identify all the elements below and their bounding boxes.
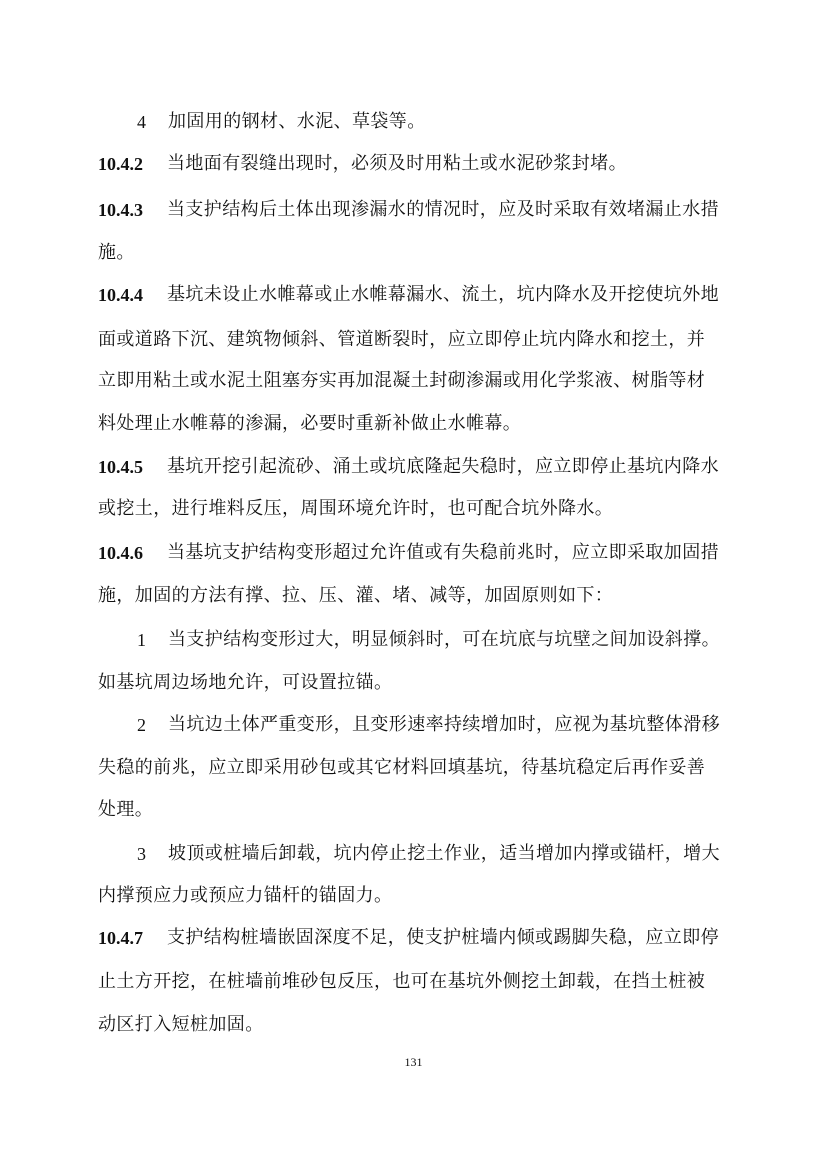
line-text: 施，加固的方法有撑、拉、压、灌、堵、减等，加固原则如下： [98,585,614,606]
line-text: 动区打入短桩加固。 [98,1014,264,1035]
text-line [0,1005,827,1045]
text-line [0,876,827,916]
text-line [0,361,827,401]
line-text: 当坑边土体严重变形，且变形速率持续增加时，应视为基坑整体滑移 [168,714,720,735]
section-number: 10.4.5 [98,457,143,477]
line-text: 当基坑支护结构变形超过允许值或有失稳前兆时，应立即采取加固措 [167,542,719,563]
text-line [0,447,827,487]
line-text: 当支护结构后土体出现渗漏水的情况时，应及时采取有效堵漏止水措 [167,199,719,220]
line-text: 如基坑周边场地允许，可设置拉锚。 [98,672,393,693]
text-line [0,663,827,703]
line-text: 止土方开挖，在桩墙前堆砂包反压，也可在基坑外侧挖土卸载，在挡土桩被 [98,971,706,992]
text-line [0,320,827,360]
section-number: 10.4.7 [98,928,143,948]
item-number: 2 [137,715,146,735]
item-number: 3 [137,844,146,864]
section-number: 10.4.4 [98,285,143,305]
text-line [0,190,827,230]
text-line [0,918,827,958]
line-text: 施。 [98,242,135,263]
line-text: 失稳的前兆，应立即采用砂包或其它材料回填基坑，待基坑稳定后再作妥善 [98,757,706,778]
text-line [0,748,827,788]
line-text: 面或道路下沉、建筑物倾斜、管道断裂时，应立即停止坑内降水和挖土，并 [98,329,706,350]
text-line [0,404,827,444]
line-text: 支护结构桩墙嵌固深度不足，使支护桩墙内倾或踢脚失稳，应立即停 [167,927,719,948]
text-line [0,144,827,184]
section-number: 10.4.6 [98,543,143,563]
text-line [0,576,827,616]
text-line [0,790,827,830]
line-text: 基坑未设止水帷幕或止水帷幕漏水、流土，坑内降水及开挖使坑外地 [167,284,719,305]
line-text: 坡顶或桩墙后卸载，坑内停止挖土作业，适当增加内撑或锚杆，增大 [168,843,720,864]
item-number: 4 [137,112,146,132]
line-text: 当支护结构变形过大，明显倾斜时，可在坑底与坑壁之间加设斜撑。 [168,629,720,650]
line-text: 立即用粘土或水泥土阻塞夯实再加混凝土封砌渗漏或用化学浆液、树脂等材 [98,370,706,391]
section-number: 10.4.2 [98,154,143,174]
line-text: 当地面有裂缝出现时，必须及时用粘土或水泥砂浆封堵。 [167,153,627,174]
text-line [0,489,827,529]
item-number: 1 [137,630,146,650]
text-line [0,962,827,1002]
text-line [0,275,827,315]
line-text: 加固用的钢材、水泥、草袋等。 [168,111,426,132]
page-number: 131 [404,1055,423,1069]
text-line [0,834,827,874]
text-line [0,102,827,142]
text-line [0,705,827,745]
line-text: 料处理止水帷幕的渗漏，必要时重新补做止水帷幕。 [98,413,522,434]
line-text: 内撑预应力或预应力锚杆的锚固力。 [98,885,393,906]
text-line [0,620,827,660]
line-text: 或挖土，进行堆料反压，周围环境允许时，也可配合坑外降水。 [98,498,614,519]
line-text: 基坑开挖引起流砂、涌土或坑底隆起失稳时，应立即停止基坑内降水 [167,456,719,477]
text-line [0,233,827,273]
text-line [0,533,827,573]
line-text: 处理。 [98,799,154,820]
section-number: 10.4.3 [98,200,143,220]
